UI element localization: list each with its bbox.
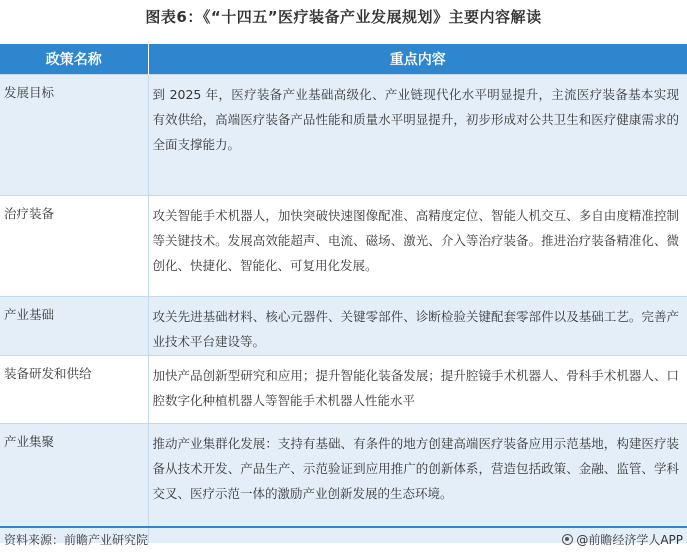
header-policy-name: 政策名称: [0, 44, 148, 75]
source-note: 资料来源：前瞻产业研究院: [4, 533, 149, 547]
row-policy-name: 发展目标: [0, 75, 148, 196]
row-policy-name: 产业基础: [0, 297, 148, 356]
brand-credit: [562, 531, 683, 548]
table-row: [0, 424, 687, 543]
row-policy-name: 治疗装备: [0, 196, 148, 297]
weibo-icon: [562, 534, 573, 545]
row-content: 攻关先进基础材料、核心元器件、关键零部件、诊断检验关键配套零部件以及基础工艺。完善产业技术平台建设等。: [148, 297, 687, 356]
chart-title: 图表6：《“十四五”医疗装备产业发展规划》主要内容解读: [145, 8, 542, 26]
table-row: [0, 196, 687, 297]
header-key-content: 重点内容: [148, 44, 687, 75]
row-content: 推动产业集群化发展：支持有基础、有条件的地方创建高端医疗装备应用示范基地，构建医疗装备从技术开发、产品生产、示范验证到应用推广的创新体系，营造包括政策、金融、监管、学科交叉、医疗示范一体的激励产业创新发展的生态环境。: [148, 424, 687, 543]
table-row: [0, 356, 687, 424]
table-header-row: [0, 44, 687, 75]
footer-divider: [0, 526, 687, 528]
brand-label: @前瞻经济学人APP: [576, 533, 683, 547]
row-content: 攻关智能手术机器人，加快突破快速图像配准、高精度定位、智能人机交互、多自由度精准控制等关键技术。发展高效能超声、电流、磁场、激光、介入等治疗装备。推进治疗装备精准化、微创化、快捷化、智能化、可复用化发展。: [148, 196, 687, 297]
row-content: 加快产品创新型研究和应用；提升智能化装备发展；提升腔镜手术机器人、骨科手术机器人、口腔数字化种植机器人等智能手术机器人性能水平: [148, 356, 687, 424]
table-row: [0, 297, 687, 356]
row-policy-name: 产业集聚: [0, 424, 148, 543]
policy-table: [0, 44, 687, 543]
row-policy-name: 装备研发和供给: [0, 356, 148, 424]
table-row: [0, 75, 687, 196]
row-content: 到 2025 年，医疗装备产业基础高级化、产业链现代化水平明显提升，主流医疗装备基本实现有效供给，高端医疗装备产品性能和质量水平明显提升，初步形成对公共卫生和医疗健康需求的全面支撑能力。: [148, 75, 687, 196]
